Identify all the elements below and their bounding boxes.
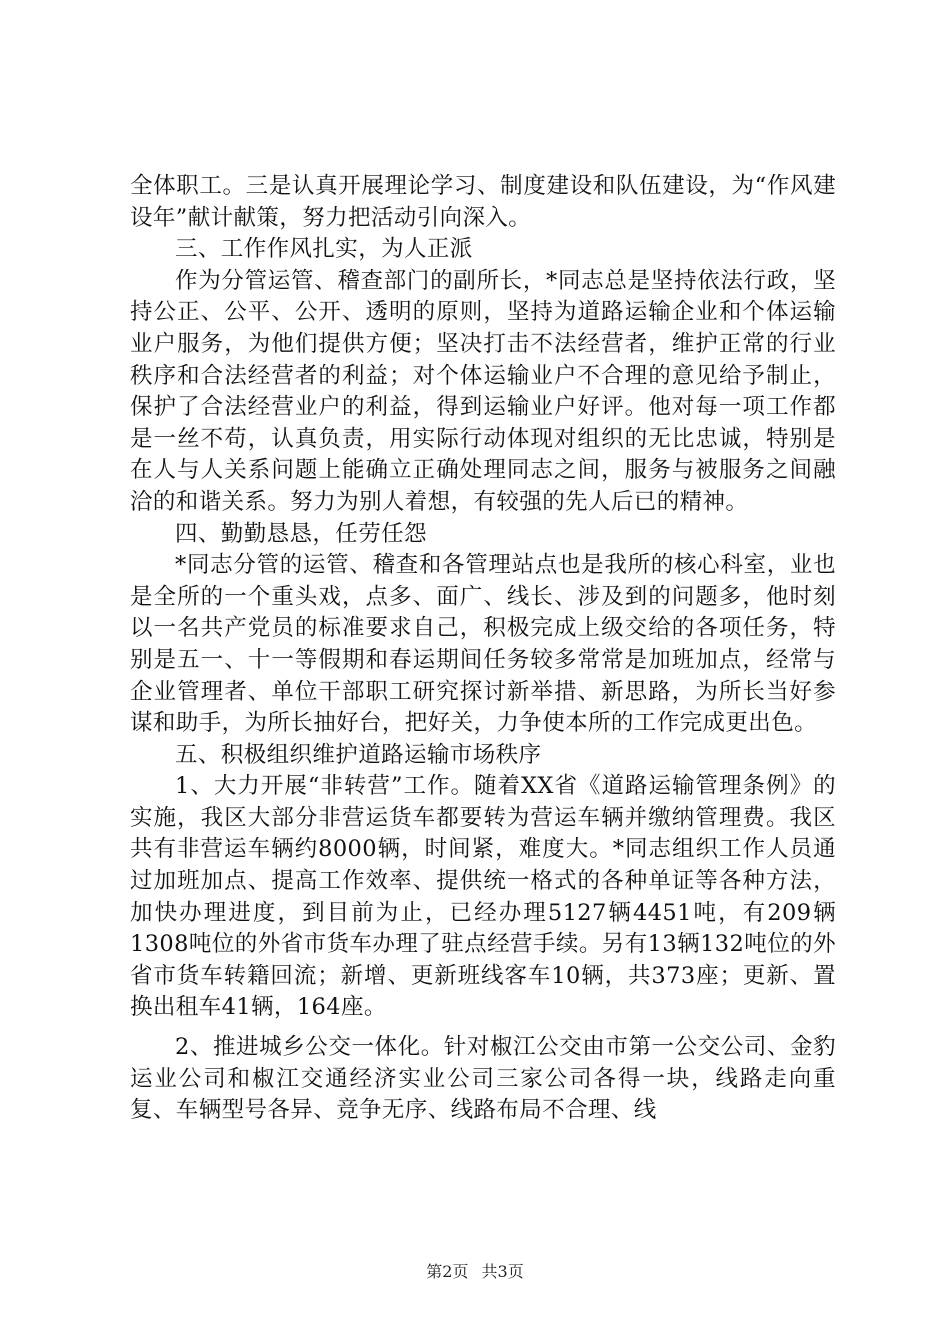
section-heading-3: 三、工作作风扎实，为人正派 xyxy=(175,236,473,263)
page-total: 共3页 xyxy=(481,1262,524,1281)
page-footer xyxy=(0,1262,950,1282)
paragraph-item-2: 2、推进城乡公交一体化。针对椒江公交由市第一公交公司、金豹运业公司和椒江交通经济实业公司三家公司各得一块，线路走向重复、车辆型号各异、竞争无序、线路布局不合理、线 xyxy=(130,1034,836,1124)
paragraph-section-4: *同志分管的运管、稽查和各管理站点也是我所的核心科室，业也是全所的一个重头戏，点多、面广、线长、涉及到的问题多，他时刻以一名共产党员的标准要求自己，积极完成上级交给的各项任务，特别是五一、十一等假期和春运期间任务较多常常是加班加点，经常与企业管理者、单位干部职工研究探讨新举措、新思路，为所长当好参谋和助手，为所长抽好台，把好关，力争使本所的工作完成更出色。 xyxy=(130,552,836,737)
section-heading-4: 四、勤勤恳恳，任劳任怨 xyxy=(175,520,427,547)
section-heading-5: 五、积极组织维护道路运输市场秩序 xyxy=(175,741,542,768)
page-number: 第2页 xyxy=(426,1262,469,1281)
document-body xyxy=(130,171,836,1127)
paragraph-section-3: 作为分管运管、稽查部门的副所长，*同志总是坚持依法行政，坚持公正、公平、公开、透明的原则，坚持为道路运输企业和个体运输业户服务，为他们提供方便；坚决打击不法经营者，维护正常的行业秩序和合法经营者的利益；对个体运输业户不合理的意见给予制止，保护了合法经营业户的利益，得到运输业户好评。他对每一项工作都是一丝不苟，认真负责，用实际行动体现对组织的无比忠诚，特别是在人与人关系问题上能确立正确处理同志之间，服务与被服务之间融洽的和谐关系。努力为别人着想，有较强的先人后已的精神。 xyxy=(130,267,836,515)
paragraph-item-1: 1、大力开展“非转营”工作。随着XX省《道路运输管理条例》的实施，我区大部分非营运货车都要转为营运车辆并缴纳管理费。我区共有非营运车辆约8000辆，时间紧，难度大。*同志组织工作人员通过加班加点、提高工作效率、提供统一格式的各种单证等各种方法，加快办理进度，到目前为止，已经办理5127辆4451吨，有209辆1308吨位的外省市货车办理了驻点经营手续。另有13辆132吨位的外省市货车转籍回流；新增、更新班线客车10辆，共373座；更新、置换出租车41辆，164座。 xyxy=(130,773,836,1021)
paragraph-continuation: 全体职工。三是认真开展理论学习、制度建设和队伍建设，为“作风建设年”献计献策，努力把活动引向深入。 xyxy=(130,173,836,231)
